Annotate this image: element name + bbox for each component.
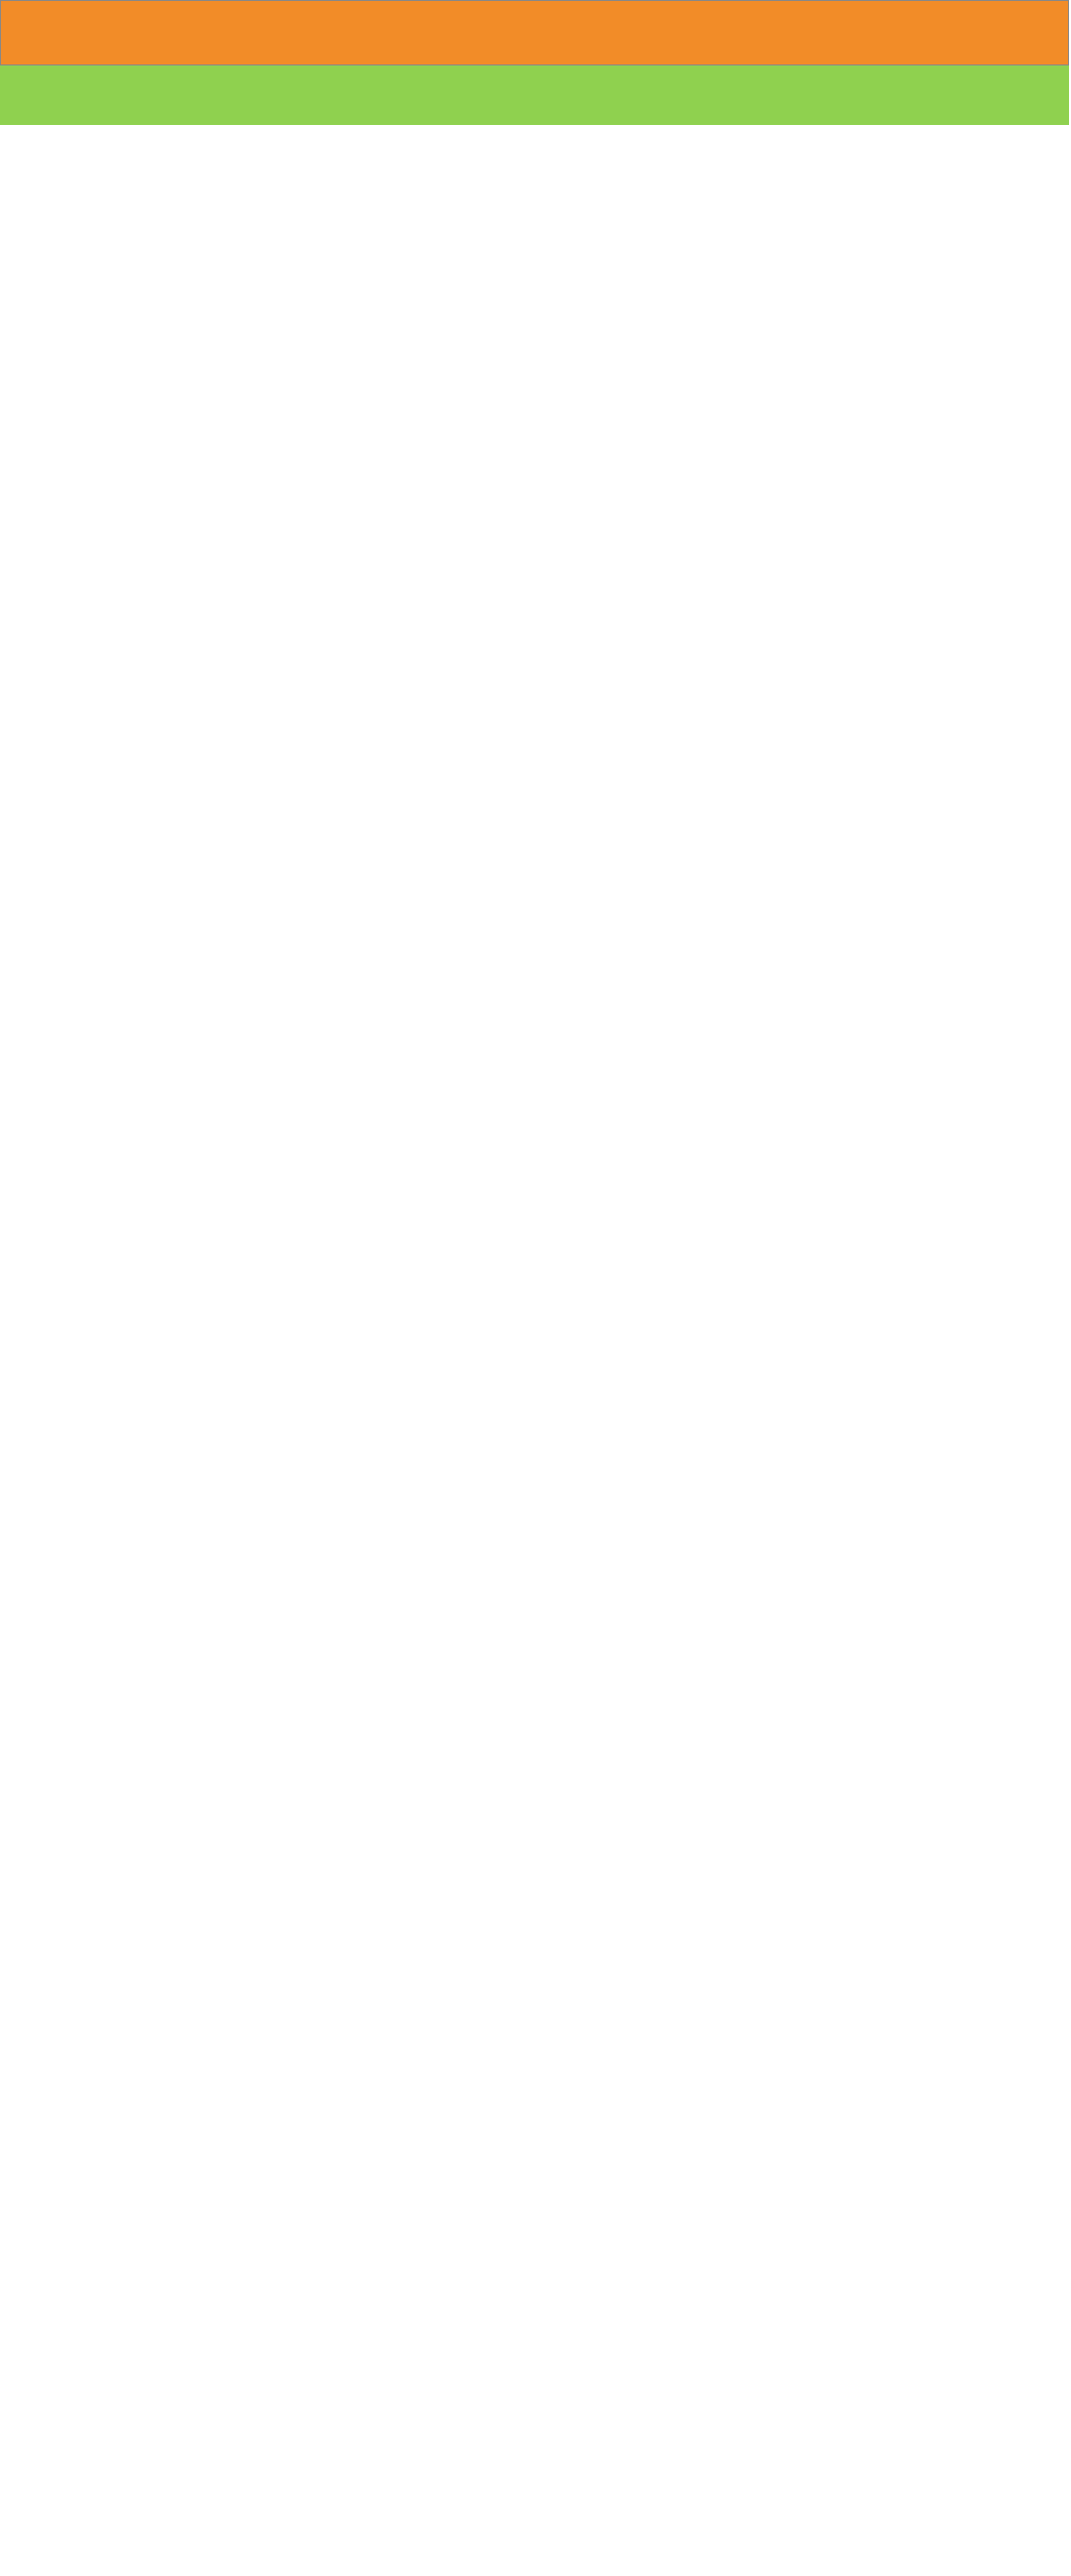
header-free (684, 65, 766, 125)
header-phone (897, 65, 1069, 125)
header-grade (421, 65, 550, 125)
header-name (109, 65, 421, 125)
table-title (0, 0, 1069, 65)
header-price (550, 65, 684, 125)
header-time (766, 65, 897, 125)
header-region (0, 65, 109, 125)
